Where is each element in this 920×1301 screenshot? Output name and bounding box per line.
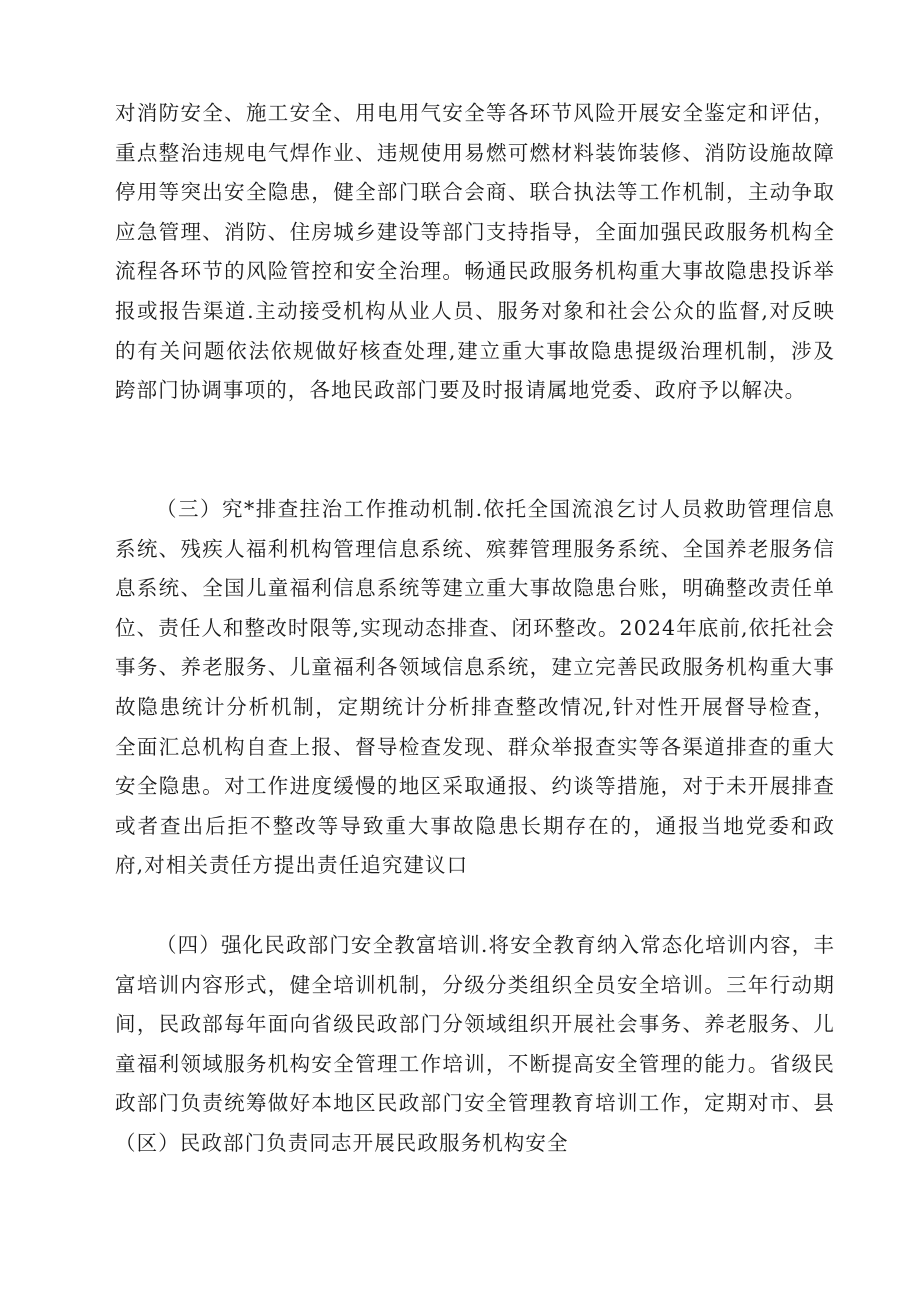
paragraph-section-4: （四）强化民政部门安全教富培训.将安全教育纳入常态化培训内容，丰富培训内容形式，健全培训机制，分级分类组织全员安全培训。三年行动期间，民政部每年面向省级民政部门分领域组织开展社会事务、养老服务、儿童福利领域服务机构安全管理工作培训，不断提高安全管理的能力。省级民政部门负责统筹做好本地区民政部门安全管理教育培训工作，定期对市、县（区）民政部门负责同志开展民政服务机构安全 bbox=[115, 933, 835, 1155]
paragraph-continuation: 对消防安全、施工安全、用电用气安全等各环节风险开展安全鉴定和评估，重点整治违规电气焊作业、违规使用易燃可燃材料装饰装修、消防设施故障停用等突出安全隐患，健全部门联合会商、联合执法等工作机制，主动争取应急管理、消防、住房城乡建设等部门支持指导，全面加强民政服务机构全流程各环节的风险管控和安全治理。畅通民政服务机构重大事故隐患投诉举报或报告渠道.主动接受机构从业人员、服务对象和社会公众的监督,对反映的有关问题依法依规做好核查处理,建立重大事故隐患提级治理机制，涉及跨部门协调事项的，各地民政部门要及时报请属地党委、政府予以解决。 bbox=[115, 101, 835, 403]
paragraph-section-3: （三）究*排查拄治工作推动机制.依托全国流浪乞讨人员救助管理信息系统、残疾人福利机构管理信息系统、殡葬管理服务系统、全国养老服务信息系统、全国儿童福利信息系统等建立重大事故隐患台账，明确整改责任单位、责任人和整改时限等,实现动态排查、闭环整改。2024年底前,依托社会事务、养老服务、儿童福利各领域信息系统，建立完善民政服务机构重大事故隐患统计分析机制，定期统计分析排查整改情况,针对性开展督导检查，全面汇总机构自查上报、督导检查发现、群众举报查实等各渠道排查的重大安全隐患。对工作进度缓慢的地区采取通报、约谈等措施，对于未开展排查或者查出后拒不整改等导致重大事故隐患长期存在的，通报当地党委和政府,对相关责任方提出责任追究建议口 bbox=[115, 497, 835, 878]
